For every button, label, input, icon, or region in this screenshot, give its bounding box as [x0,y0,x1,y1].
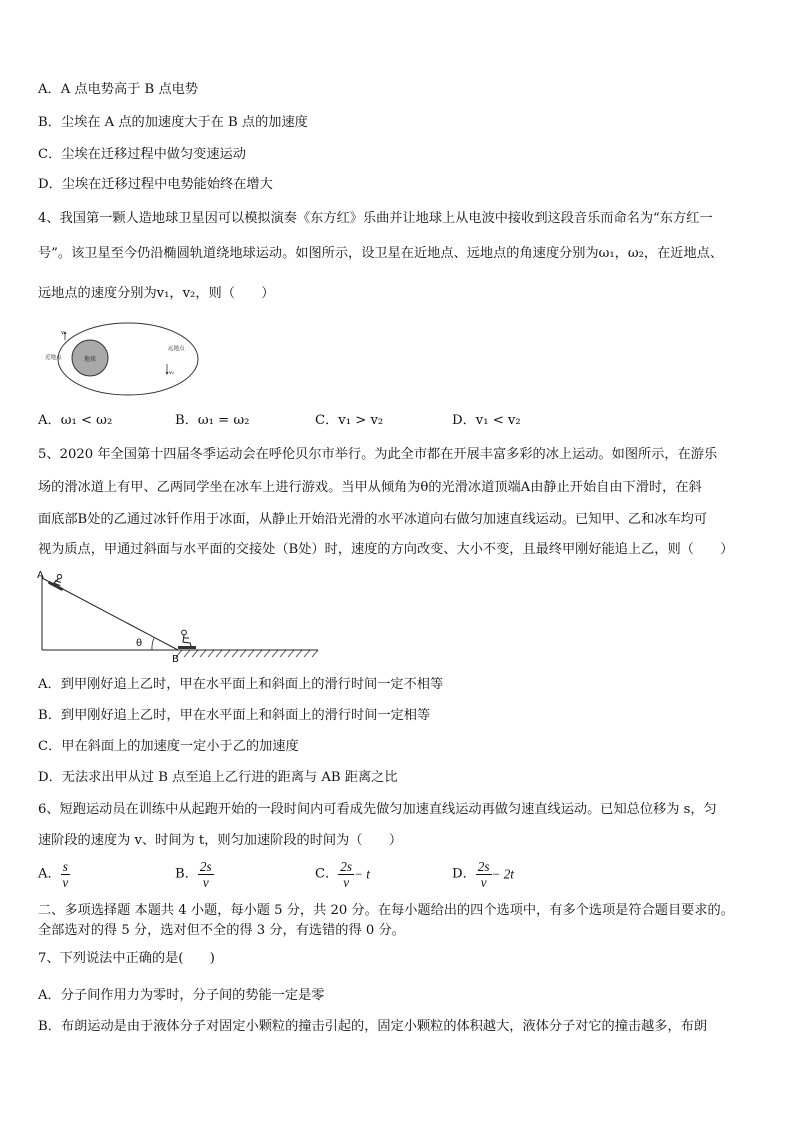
q4-stem-line1: 4、我国第一颗人造地球卫星因可以模拟演奏《东方红》乐曲并让地球上从电波中接收到这段音乐而命名为“东方红一 [38,211,713,226]
q6-option-d-tail: − 2t [491,866,514,882]
theta-label: θ [136,638,143,649]
q5-stem-line4: 视为质点，甲通过斜面与水平面的交接处（B处）时，速度的方向改变、大小不变，且最终甲刚好能追上乙，则（ ） [38,542,734,557]
q7-option-a: A．分子间作用力为零时，分子间的势能一定是零 [38,988,325,1003]
section2-line1: 二、多项选择题 本题共 4 小题，每小题 5 分，共 20 分。在每小题给出的四个选项中，有多个选项是符合题目要求的。 [38,903,734,918]
q6-option-c-fraction [338,859,354,890]
q5-stem-line1: 5、2020 年全国第十四届冬季运动会在呼伦贝尔市举行。为此全市都在开展丰富多彩的冰上运动。如图所示，在游乐 [38,447,718,462]
q6-option-c [315,859,370,890]
sled-rider-a [48,571,69,591]
q5-option-b: B．到甲刚好追上乙时，甲在水平面上和斜面上的滑行时间一定相等 [38,708,431,723]
q6-option-c-den: v [343,875,350,890]
q6-option-b-label: B． [175,866,198,882]
q6-option-a-label: A． [38,866,61,882]
q4-option-a: A．ω₁ < ω₂ [38,413,113,428]
q5-stem-line3: 面底部B处的乙通过冰钎作用于冰面，从静止开始沿光滑的水平冰道向右做匀加速直线运动。已知甲、乙和冰车均可 [38,512,708,527]
q6-option-b-den: v [202,875,209,890]
point-a-label: A [37,570,44,581]
q3-option-a: A．A 点电势高于 B 点电势 [38,82,199,97]
q6-option-a [38,859,70,890]
sled-rider-b [178,630,196,649]
q6-option-c-label: C． [315,866,339,882]
q6-option-c-tail: − t [354,866,370,882]
q3-option-c: C．尘埃在迁移过程中做匀变速运动 [38,147,246,162]
q6-option-c-num: 2s [340,859,353,874]
q6-stem-line1: 6、短跑运动员在训练中从起跑开始的一段时间内可看成先做匀加速直线运动再做匀速直线运动。已知总位移为 s，匀 [38,802,717,817]
q4-option-c: C．v₁ > v₂ [315,413,384,428]
q4-option-d: D．v₁ < v₂ [452,413,521,428]
point-b-label: B [172,654,179,665]
q6-option-d-den: v [480,875,487,890]
v1-label: v₁ [61,330,66,336]
q6-option-b-fraction [198,859,214,890]
q7-option-b: B．布朗运动是由于液体分子对固定小颗粒的撞击引起的，固定小颗粒的体积越大，液体分子对它的撞击越多，布朗 [38,1019,708,1034]
q5-stem-line2: 场的滑冰道上有甲、乙两同学坐在冰车上进行游戏。当甲从倾角为θ的光滑冰道顶端A由静止开始自由下滑时，在斜 [38,480,702,495]
q6-option-d-label: D． [452,866,476,882]
orbit-figure [40,318,210,400]
q5-option-c: C．甲在斜面上的加速度一定小于乙的加速度 [38,739,299,754]
q6-option-b [175,859,214,890]
near-point-label: 近地点 [45,355,62,361]
q6-option-b-num: 2s [199,859,212,874]
earth-label: 地球 [83,356,97,363]
q5-option-d: D．无法求出甲从过 B 点至追上乙行进的距离与 AB 距离之比 [38,770,398,785]
q6-option-d-num: 2s [477,859,490,874]
q6-option-d-fraction [476,859,492,890]
q4-option-b: B．ω₁ = ω₂ [175,413,250,428]
q3-option-b: B．尘埃在 A 点的加速度大于在 B 点的加速度 [38,115,308,130]
q5-option-a: A．到甲刚好追上乙时，甲在水平面上和斜面上的滑行时间一定不相等 [38,677,444,692]
far-point-label: 远地点 [168,346,185,352]
q4-stem-line2: 号”。该卫星至今仍沿椭圆轨道绕地球运动。如图所示，设卫星在近地点、远地点的角速度分别为ω₁，ω₂，在近地点、 [38,246,724,261]
q7-stem: 7、下列说法中正确的是( ) [38,951,215,966]
q3-option-d: D．尘埃在迁移过程中电势能始终在增大 [38,177,273,192]
q4-stem-line3: 远地点的速度分别为v₁，v₂，则（ ） [38,286,275,301]
q6-option-a-fraction [61,859,70,890]
v2-label: v₂ [169,370,174,376]
section2-line2: 全部选对的得 5 分，选对但不全的得 3 分，有选错的得 0 分。 [38,923,405,938]
slope-figure [36,566,326,666]
q6-stem-line2: 速阶段的速度为 v、时间为 t，则匀加速阶段的时间为（ ） [38,833,403,848]
q6-option-a-den: v [62,875,69,890]
q6-option-a-num: s [62,859,68,874]
q6-option-d [452,859,514,890]
